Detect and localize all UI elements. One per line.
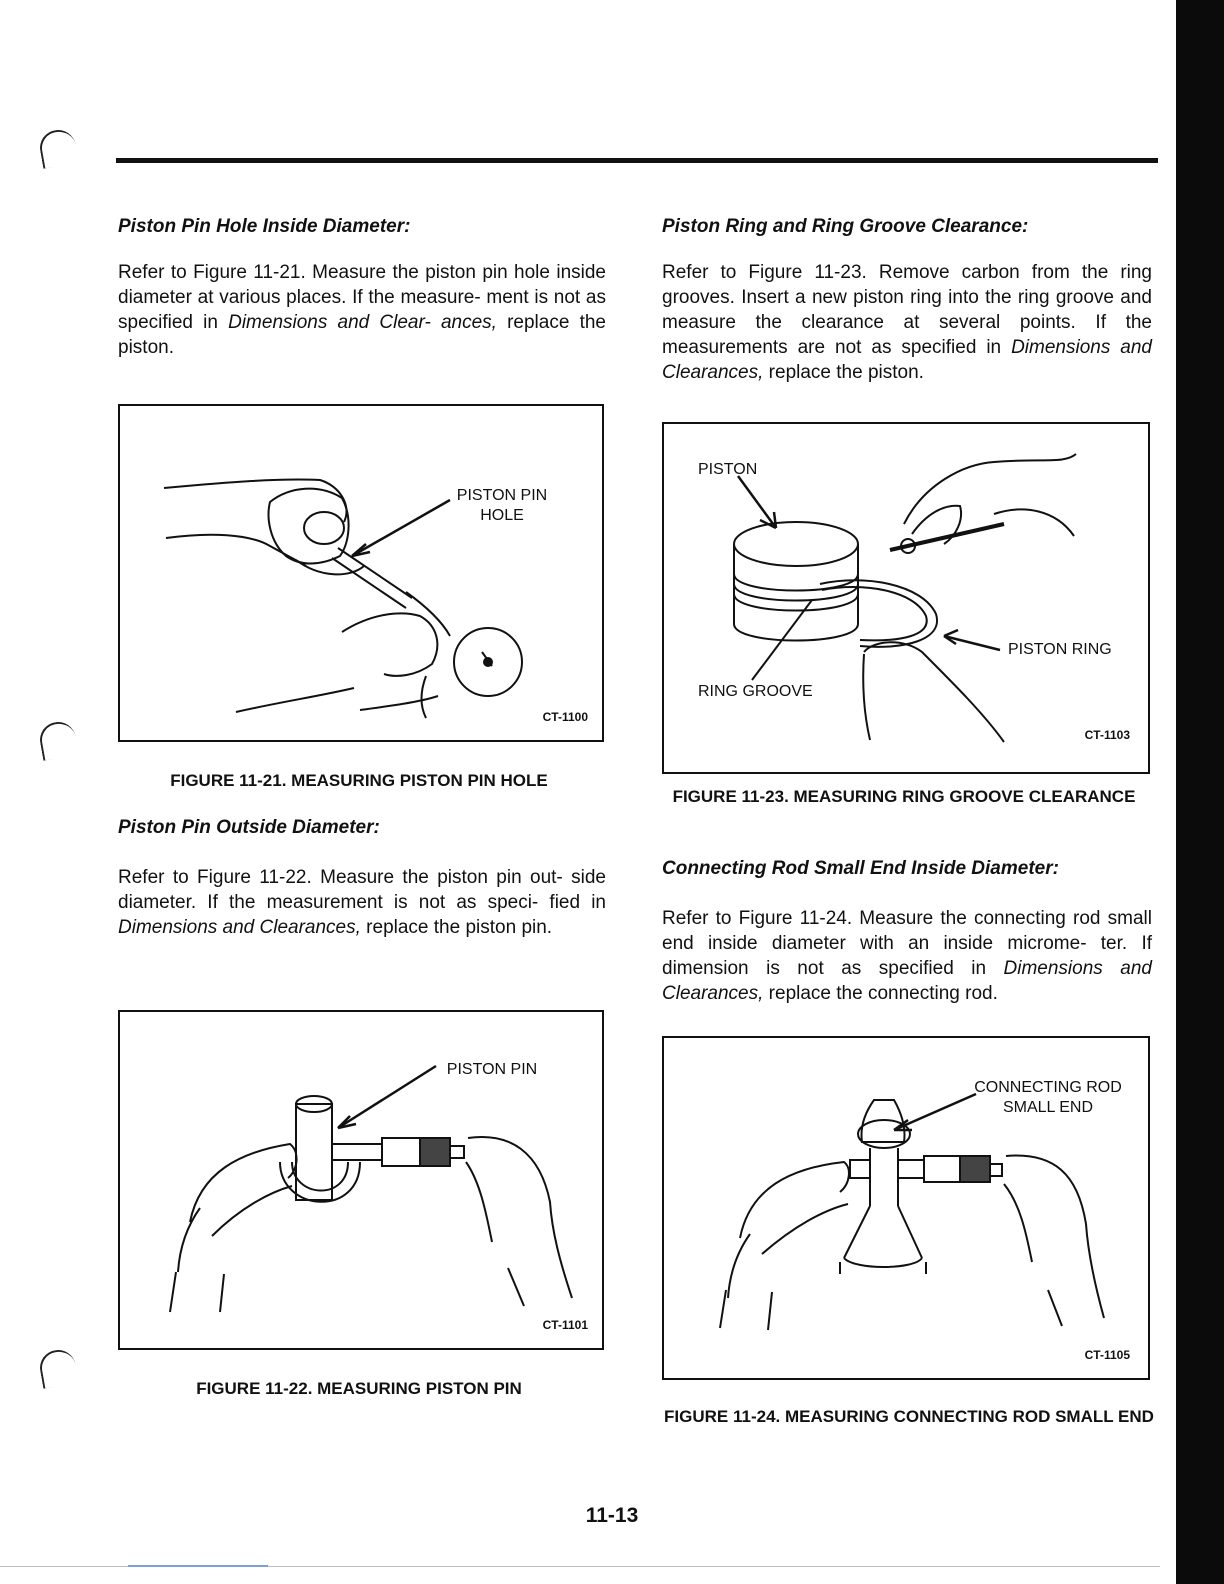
callout-piston-pin: PISTON PIN	[446, 1061, 538, 1078]
callout-piston-ring: PISTON RING	[1008, 641, 1112, 658]
section-heading: Piston Pin Outside Diameter:	[118, 817, 380, 838]
section-piston-pin-hole	[118, 216, 606, 360]
measuring-piston-pin-hole-illustration	[120, 406, 602, 740]
section-heading: Piston Pin Hole Inside Diameter:	[118, 216, 411, 237]
figure-caption-11-22: FIGURE 11-22. MEASURING PISTON PIN	[196, 1379, 522, 1398]
section-connecting-rod	[662, 858, 1152, 1006]
section-paragraph: Refer to Figure 11-22. Measure the piston pin out- side diameter. If the measurement is not as speci- fied in Dimensions and Clearances, replace the piston pin.	[118, 867, 606, 938]
figure-11-24	[662, 1036, 1150, 1380]
figure-code: CT-1103	[1084, 728, 1130, 742]
scan-edge	[1176, 0, 1224, 1584]
figure-caption-11-21: FIGURE 11-21. MEASURING PISTON PIN HOLE	[170, 771, 548, 790]
callout-connecting-rod-small-end: CONNECTING ROD SMALL END	[974, 1079, 1122, 1116]
section-paragraph: Refer to Figure 11-24. Measure the connecting rod small end inside diameter with an inside microme- ter. If dimension is not as specified in Dimensions and Clearances, replace the connecting rod.	[662, 908, 1152, 1004]
section-heading: Piston Ring and Ring Groove Clearance:	[662, 216, 1029, 237]
figure-11-23	[662, 422, 1150, 774]
bottom-link-mark	[128, 1565, 268, 1567]
figure-code: CT-1101	[542, 1318, 588, 1332]
figure-code: CT-1100	[542, 710, 588, 724]
callout-piston: PISTON	[698, 461, 758, 478]
page-number: 11-13	[585, 1504, 639, 1527]
binder-hole-top	[37, 127, 79, 169]
section-heading: Connecting Rod Small End Inside Diameter:	[662, 858, 1059, 879]
figure-11-21	[118, 404, 604, 742]
callout-ring-groove: RING GROOVE	[698, 683, 813, 700]
section-piston-pin-outside	[118, 817, 606, 940]
section-ring-groove-clearance	[662, 216, 1152, 385]
figure-caption-11-24: FIGURE 11-24. MEASURING CONNECTING ROD SMALL END	[664, 1407, 1154, 1426]
binder-hole-bottom	[37, 1347, 79, 1389]
header-rule	[116, 158, 1158, 163]
section-paragraph: Refer to Figure 11-23. Remove carbon from the ring grooves. Insert a new piston ring into the ring groove and measure the clearance at several points. If the measurements are not as specified in Dimensions and Clearances, replace the piston.	[662, 262, 1152, 383]
figure-caption-11-23: FIGURE 11-23. MEASURING RING GROOVE CLEARANCE	[672, 787, 1136, 806]
figure-11-22	[118, 1010, 604, 1350]
section-paragraph: Refer to Figure 11-21. Measure the piston pin hole inside diameter at various places. If the measure- ment is not as specified in Dimensions and Clear- ances, replace the piston.	[118, 262, 606, 358]
figure-code: CT-1105	[1084, 1348, 1130, 1362]
binder-hole-middle	[37, 719, 79, 761]
callout-piston-pin-hole: PISTON PIN HOLE	[456, 487, 548, 524]
